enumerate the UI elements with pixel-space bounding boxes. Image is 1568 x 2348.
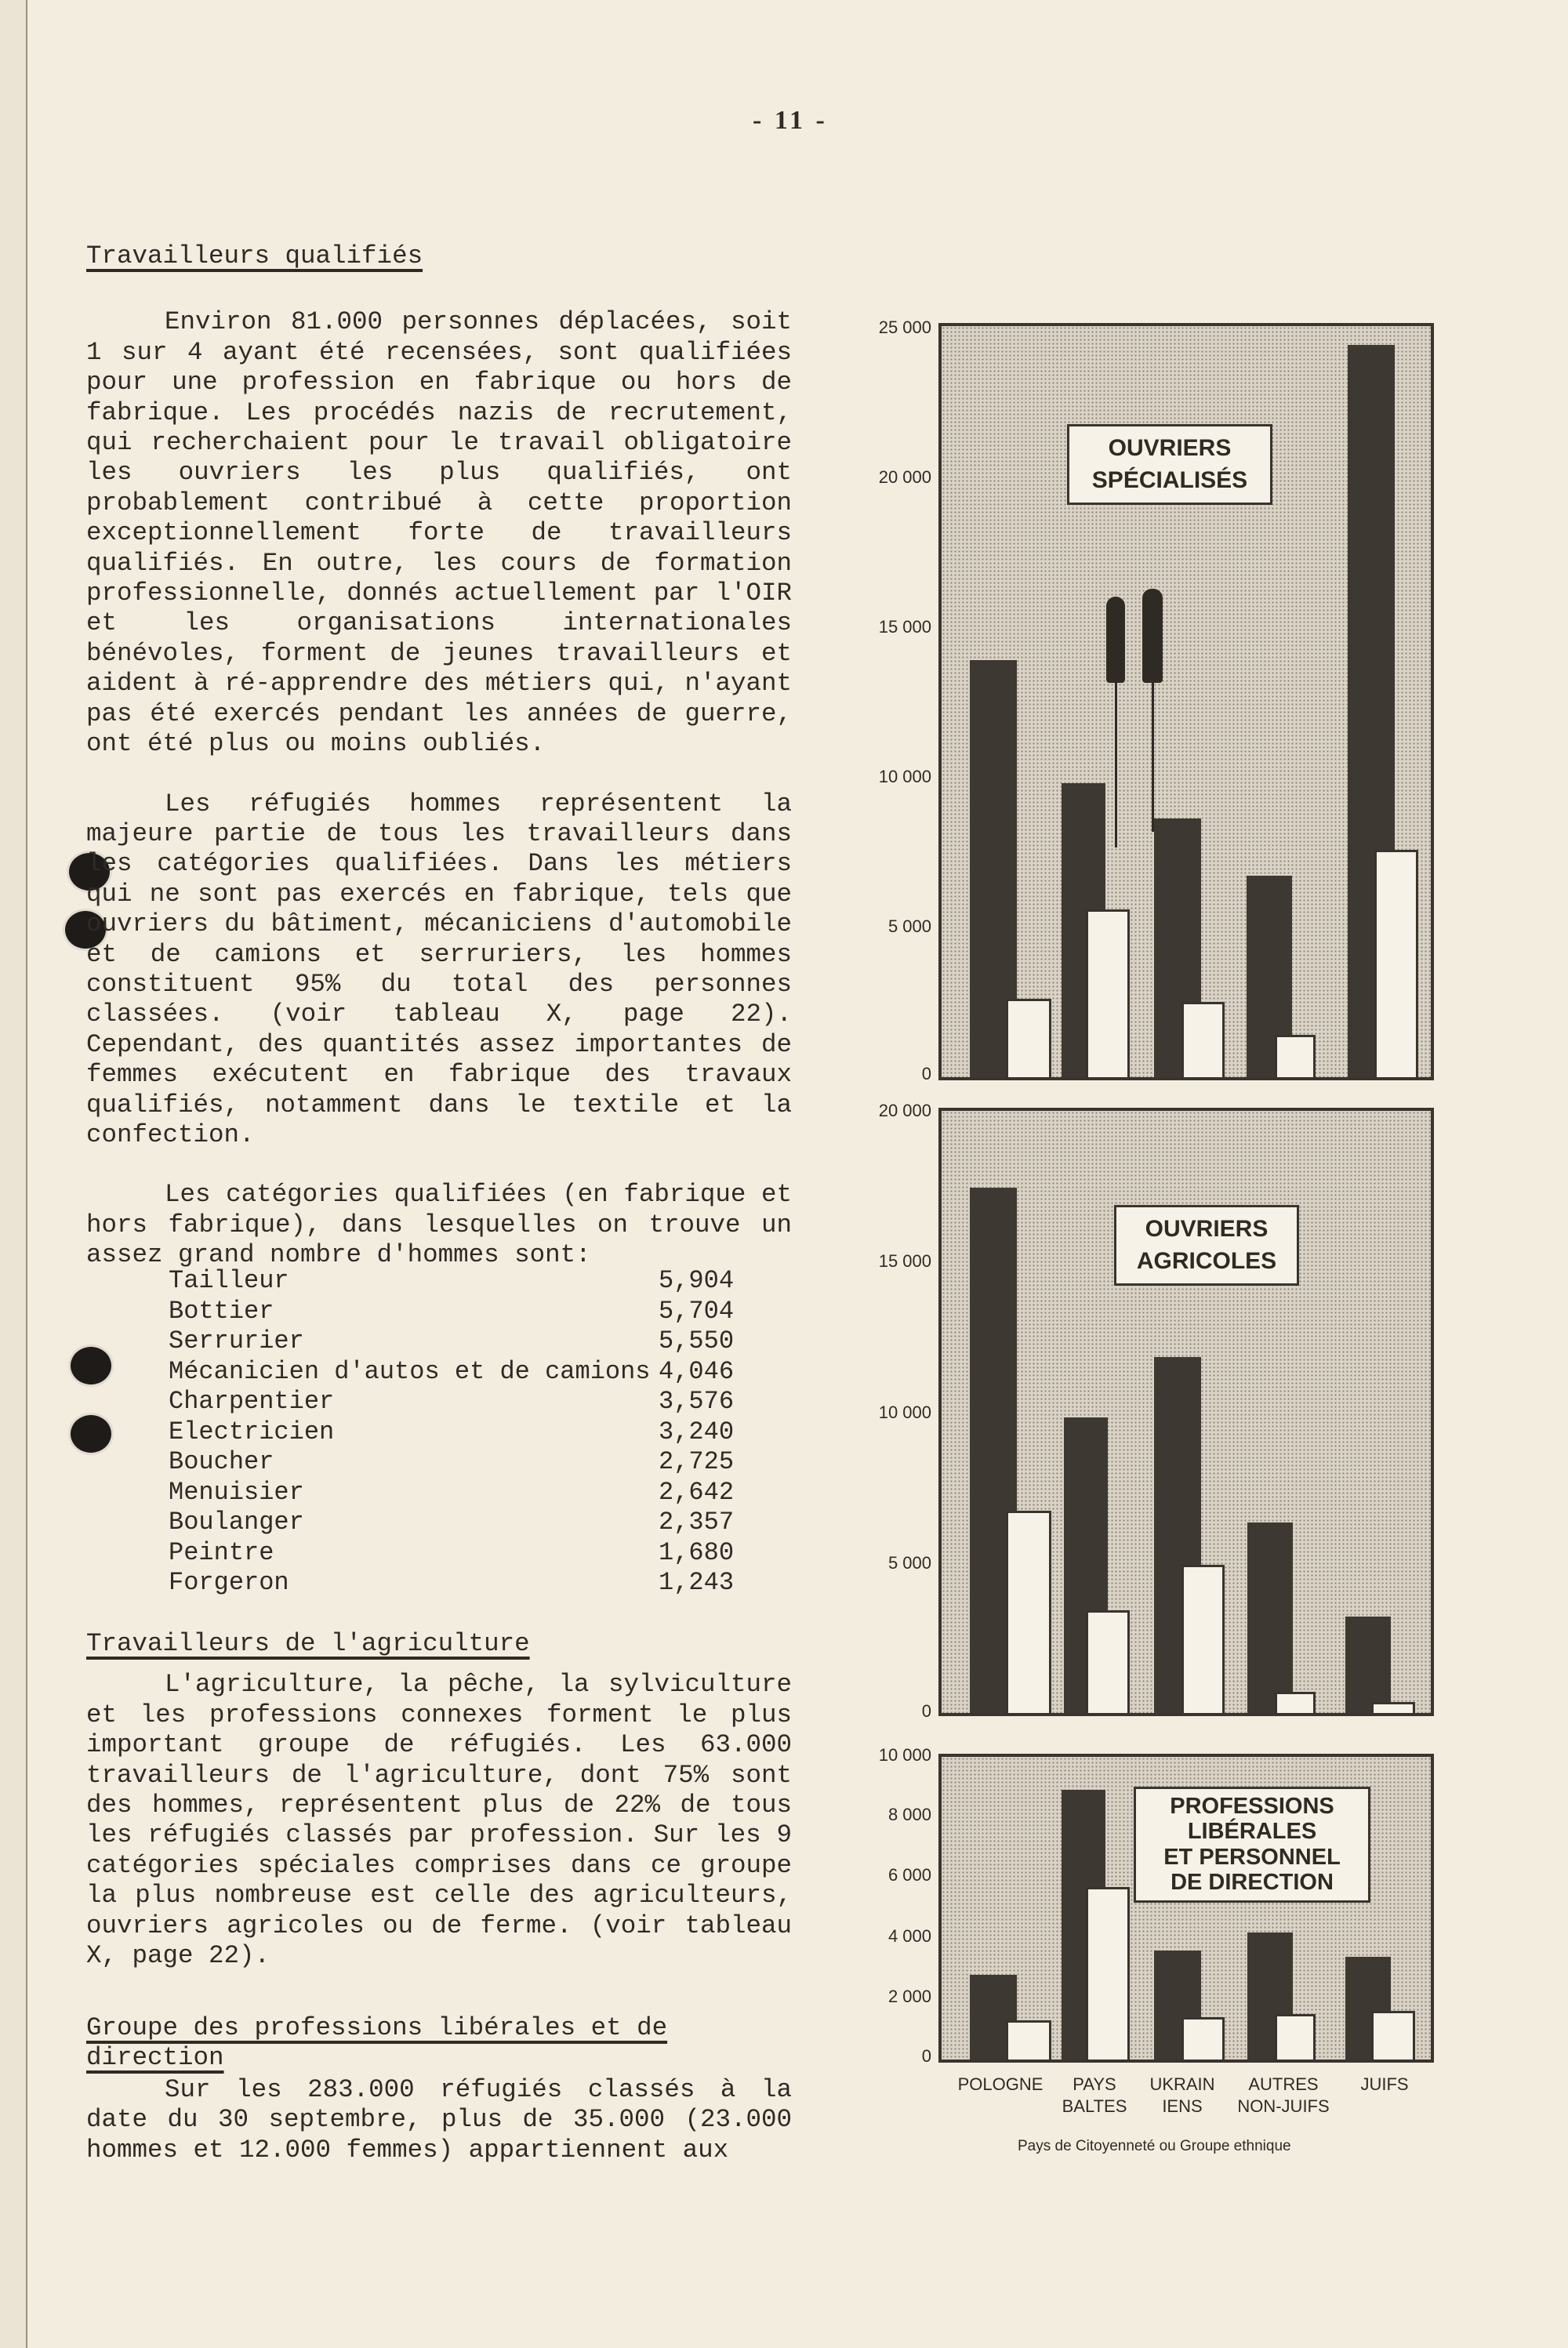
paragraph: L'agriculture, la pêche, la sylviculture et les professions connexes forment le plus important groupe de réfugiés. Les 63.000 travailleurs de l'agriculture, dont 75% sont des hommes, représentent plus de 22% de tous les réfugiés classés par profession. Sur les 9 catégories spéciales comprises dans ce groupe la plus nombreuse est celle des agriculteurs, ouvriers agricoles ou de ferme. (voir tableau X, page 22). xyxy=(86,1670,792,1971)
chart-skilled-workers xyxy=(938,323,1434,1080)
bar-women-pologne xyxy=(1006,2020,1051,2059)
trade-row xyxy=(169,1417,733,1448)
chart-title-box xyxy=(1134,1787,1370,1903)
paragraph: Les catégories qualifiées (en fabrique et hors fabrique), dans lesquelles on trouve un assez grand nombre d'hommes sont: xyxy=(86,1180,792,1270)
y-tick-label: 20 000 xyxy=(878,1101,931,1120)
page-edge xyxy=(0,0,27,2348)
bar-women-autres xyxy=(1275,2014,1316,2059)
chart-title: DE DIRECTION xyxy=(1171,1870,1334,1896)
bar-men-juifs xyxy=(1345,1617,1391,1713)
chart-title: ET PERSONNEL xyxy=(1163,1844,1341,1870)
trade-row xyxy=(169,1297,733,1327)
pointer-line xyxy=(1152,683,1154,832)
x-label: POLOGNE xyxy=(957,2074,1044,2094)
chart-title-box xyxy=(1067,424,1272,505)
trade-count: 1,243 xyxy=(659,1568,735,1597)
trade-name: Charpentier xyxy=(169,1387,335,1416)
trade-count: 5,904 xyxy=(659,1266,735,1295)
paragraph: Environ 81.000 personnes déplacées, soit 1 sur 4 ayant été recensées, sont qualifiées pour une profession en fabrique ou hors de fabrique. Les procédés nazis de recrutement, qui recherchaient pour le travail obligatoire les ouvriers les plus qualifiés, ont probablement contribué à cette proportion exceptionnellement forte de travailleurs qualifiés. En outre, les cours de formation professionnelle, donnés actuellement par l'OIR et les organisations internationales bénévoles, forment de jeunes travailleurs et aident à ré-apprendre des métiers qui, n'ayant pas été exercés pendant les années de guerre, ont été plus ou moins oubliés. xyxy=(86,307,792,759)
y-tick-label: 10 000 xyxy=(878,1745,931,1765)
bar-women-autres xyxy=(1275,1035,1316,1077)
trade-name: Peintre xyxy=(169,1537,274,1567)
x-label: UKRAIN IENS xyxy=(1149,2074,1215,2116)
trade-name: Bottier xyxy=(169,1296,274,1326)
y-tick-label: 10 000 xyxy=(878,1403,931,1422)
woman-figure-icon xyxy=(1106,597,1125,683)
y-tick-label: 0 xyxy=(921,2046,931,2066)
y-tick-label: 6 000 xyxy=(887,1865,931,1885)
bar-women-juifs xyxy=(1371,2011,1415,2059)
section-agriculture xyxy=(86,1629,792,1971)
trade-name: Boulanger xyxy=(169,1508,304,1537)
bar-women-pologne xyxy=(1006,1511,1051,1713)
trade-count: 2,725 xyxy=(659,1447,735,1476)
chart-title: PROFESSIONS xyxy=(1170,1794,1334,1819)
pointer-line xyxy=(1115,683,1117,847)
trade-row xyxy=(169,1387,733,1417)
trade-count: 5,704 xyxy=(659,1296,735,1326)
y-tick-label: 0 xyxy=(921,1701,931,1721)
trade-count: 5,550 xyxy=(659,1326,735,1355)
section-heading: Travailleurs de l'agriculture xyxy=(86,1629,530,1658)
y-tick-label: 5 000 xyxy=(887,916,931,936)
y-tick-label: 15 000 xyxy=(878,617,931,637)
y-tick-label: 10 000 xyxy=(878,767,931,786)
chart-liberal-professions xyxy=(938,1754,1434,2063)
trade-count: 1,680 xyxy=(659,1537,735,1567)
trade-name: Boucher xyxy=(169,1447,274,1476)
bar-women-pologne xyxy=(1006,999,1051,1077)
bar-women-ukrainiens xyxy=(1181,1565,1225,1713)
trade-row xyxy=(169,1538,733,1569)
man-figure-icon xyxy=(1142,589,1163,683)
y-tick-label: 0 xyxy=(921,1064,931,1083)
trade-row xyxy=(169,1478,733,1508)
y-tick-label: 2 000 xyxy=(887,1987,931,2006)
bar-women-autres xyxy=(1275,1692,1316,1713)
bar-women-baltes xyxy=(1086,909,1130,1077)
trade-name: Mécanicien d'autos et de camions xyxy=(169,1356,651,1386)
x-label: AUTRES NON-JUIFS xyxy=(1237,2074,1330,2116)
chart-title: LIBÉRALES xyxy=(1187,1819,1317,1845)
bar-women-juifs xyxy=(1371,1702,1415,1713)
punch-hole xyxy=(71,1415,111,1453)
charts-figure xyxy=(862,306,1490,2187)
chart-title: OUVRIERS xyxy=(1108,435,1232,461)
trade-row xyxy=(169,1447,733,1478)
bar-women-juifs xyxy=(1374,850,1418,1077)
trade-row xyxy=(169,1508,733,1538)
x-label: JUIFS xyxy=(1360,2074,1409,2094)
trade-count: 4,046 xyxy=(659,1356,735,1386)
bar-men-autres xyxy=(1247,1522,1293,1713)
bar-women-baltes xyxy=(1086,1887,1130,2059)
trade-row xyxy=(169,1326,733,1357)
chart-title: SPÉCIALISÉS xyxy=(1091,466,1248,493)
y-tick-label: 8 000 xyxy=(887,1805,931,1824)
trade-row xyxy=(169,1568,733,1599)
y-tick-label: 15 000 xyxy=(878,1251,931,1271)
section-skilled-workers xyxy=(86,241,792,1271)
trade-name: Serrurier xyxy=(169,1326,304,1355)
bar-women-baltes xyxy=(1086,1610,1130,1713)
trade-count: 2,357 xyxy=(659,1508,735,1537)
page-number: - 11 - xyxy=(753,106,828,135)
paragraph: Les réfugiés hommes représentent la majeure partie de tous les travailleurs dans les catégories qualifiées. Dans les métiers qui ne sont pas exercés en fabrique, tels que ouvriers du bâtiment, mécaniciens d'automobile et de camions et serruriers, les hommes constituent 95% du total des personnes classées. (voir tableau X, page 22). Cependant, des quantités assez importantes de femmes exécutent en fabrique des travaux qualifiés, notamment dans le textile et la confection. xyxy=(86,789,792,1149)
section-heading: Groupe des professions libérales et de direction xyxy=(86,2013,668,2073)
section-heading: Travailleurs qualifiés xyxy=(86,241,423,270)
paragraph: Sur les 283.000 réfugiés classés à la date du 30 septembre, plus de 35.000 (23.000 hommes et 12.000 femmes) appartiennent aux xyxy=(86,2074,792,2165)
bar-women-ukrainiens xyxy=(1181,1002,1225,1077)
y-tick-label: 5 000 xyxy=(887,1553,931,1573)
y-tick-label: 25 000 xyxy=(878,318,931,337)
section-liberal-professions xyxy=(86,2013,792,2165)
chart-title-box xyxy=(1114,1205,1299,1286)
trade-count: 3,576 xyxy=(659,1387,735,1416)
punch-hole xyxy=(71,1347,111,1384)
trades-list xyxy=(169,1266,733,1599)
y-tick-label: 4 000 xyxy=(887,1926,931,1946)
chart-title: OUVRIERS xyxy=(1145,1216,1269,1242)
bar-women-ukrainiens xyxy=(1181,2017,1225,2059)
trade-name: Electricien xyxy=(169,1417,335,1446)
trade-name: Tailleur xyxy=(169,1266,289,1295)
trade-count: 2,642 xyxy=(659,1477,735,1507)
trade-row xyxy=(169,1266,733,1297)
chart-agricultural-workers xyxy=(938,1108,1434,1716)
trade-row xyxy=(169,1357,733,1388)
x-axis-title: Pays de Citoyenneté ou Groupe ethnique xyxy=(1018,2138,1291,2154)
trade-name: Menuisier xyxy=(169,1477,304,1507)
y-tick-label: 20 000 xyxy=(878,467,931,487)
x-label: PAYS BALTES xyxy=(1062,2074,1127,2116)
trade-count: 3,240 xyxy=(659,1417,735,1446)
trade-name: Forgeron xyxy=(169,1568,289,1597)
chart-title: AGRICOLES xyxy=(1136,1247,1277,1274)
